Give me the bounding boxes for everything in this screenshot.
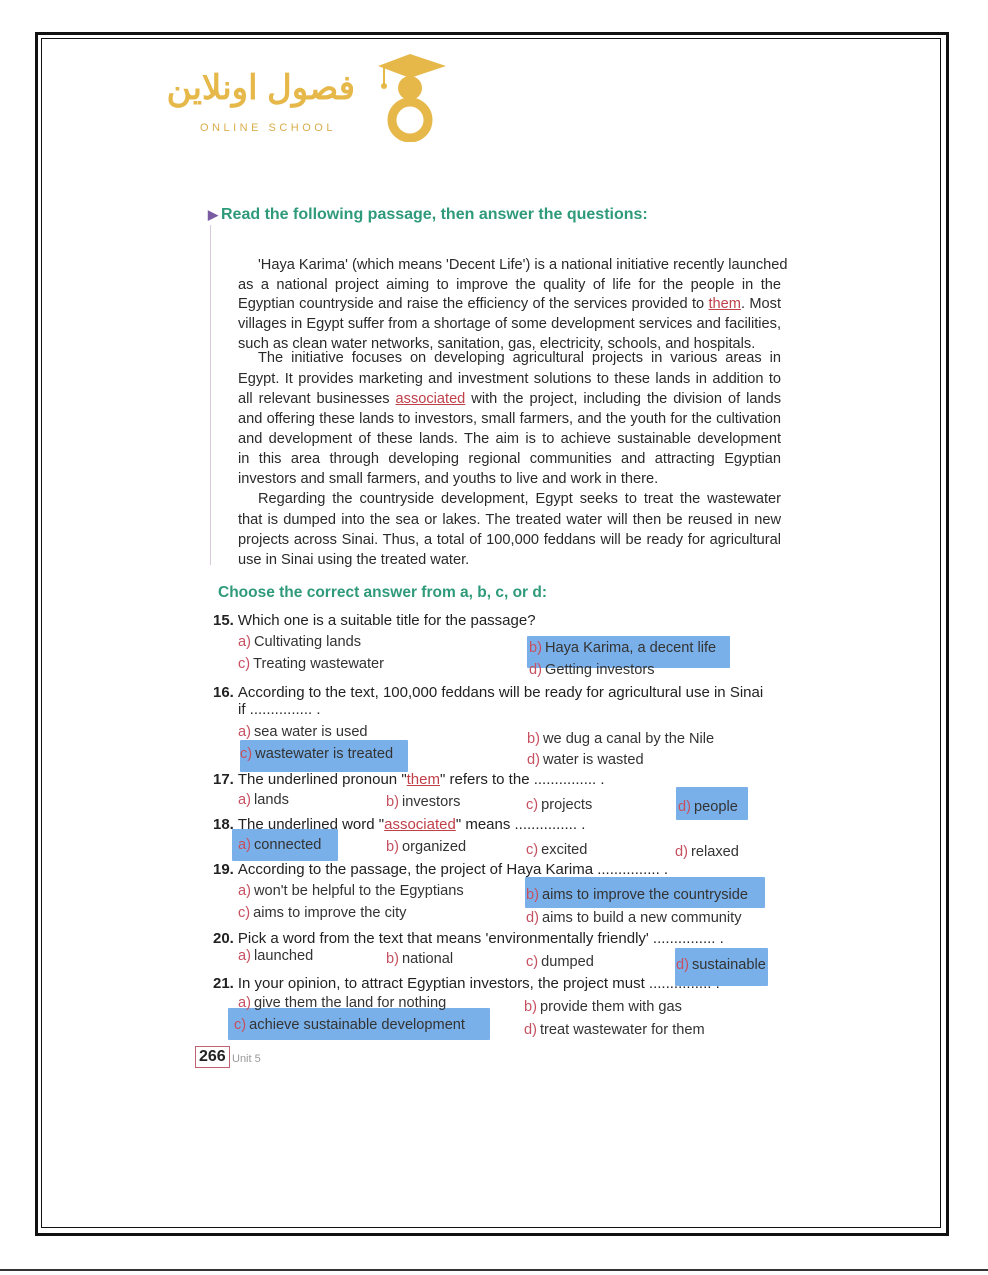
option-text: treat wastewater for them: [539, 1022, 705, 1038]
text-segment: in this area through developing regional communities and attracting Egyptian: [238, 451, 781, 467]
text-segment: that is dumped into the sea or lakes. The treated water will then be reused in new: [238, 512, 781, 528]
passage-line: [238, 256, 788, 274]
option-text: provide them with gas: [539, 999, 682, 1015]
option-letter: a): [238, 837, 251, 853]
passage-line: [238, 390, 781, 408]
passage-line: [238, 450, 781, 468]
option-text: organized: [401, 839, 467, 855]
option-text: aims to build a new community: [541, 910, 742, 926]
underlined-word: them: [708, 296, 741, 312]
margin-bar: [210, 225, 211, 565]
answer-option-selected[interactable]: [240, 746, 393, 762]
option-text: investors: [401, 794, 461, 810]
text-segment: Regarding the countryside development, Egypt seeks to treat the wastewater: [258, 491, 781, 507]
answer-option[interactable]: [527, 752, 644, 768]
option-letter: c): [526, 954, 539, 970]
answer-option[interactable]: [238, 883, 464, 899]
underlined-word: associated: [384, 816, 456, 833]
answer-option[interactable]: [386, 951, 453, 967]
text-segment: The initiative focuses on developing agricultural projects in various areas in: [258, 350, 781, 366]
option-text: we dug a canal by the Nile: [542, 731, 715, 747]
passage-line: [238, 490, 781, 508]
option-text: aims to improve the countryside: [541, 887, 749, 903]
question-19: [213, 861, 668, 878]
option-letter: a): [238, 792, 251, 808]
option-letter: a): [238, 948, 251, 964]
option-text: lands: [253, 792, 289, 808]
option-letter: a): [238, 995, 251, 1011]
logo: [166, 50, 450, 145]
text-segment: According to the passage, the project of Haya Karima ............... .: [237, 861, 669, 878]
option-letter: a): [238, 634, 251, 650]
option-text: achieve sustainable development: [249, 1017, 465, 1033]
option-letter: b): [386, 794, 399, 810]
option-letter: b): [527, 731, 540, 747]
answer-option[interactable]: [526, 954, 594, 970]
text-segment: The underlined word ": [237, 816, 385, 833]
passage-line: [238, 531, 781, 549]
logo-arabic-text: فصول اونلاين: [166, 69, 355, 107]
option-letter: d): [676, 957, 689, 973]
answer-option[interactable]: [526, 797, 592, 813]
logo-english-text: ONLINE SCHOOL: [200, 122, 336, 134]
option-letter: b): [526, 887, 539, 903]
question-21: [213, 975, 720, 992]
question-number: 20.: [213, 930, 234, 947]
option-text: Getting investors: [544, 662, 655, 678]
option-letter: b): [529, 640, 542, 656]
text-segment: use in Sinai using the treated water.: [238, 552, 470, 568]
option-letter: c): [526, 797, 539, 813]
answer-option[interactable]: [524, 1022, 705, 1038]
underlined-word: them: [406, 771, 440, 788]
option-text: sea water is used: [253, 724, 368, 740]
passage-line: [238, 430, 781, 448]
option-text: relaxed: [690, 844, 739, 860]
question-number: 21.: [213, 975, 234, 992]
graduation-cap-icon: [370, 50, 450, 142]
question-number: 18.: [213, 816, 234, 833]
text-segment: . Most: [740, 296, 782, 312]
passage-line: [238, 551, 781, 569]
underlined-word: associated: [395, 391, 466, 407]
answer-option-selected[interactable]: [526, 887, 748, 903]
text-segment: According to the text, 100,000 feddans will be ready for agricultural use in Sinai: [237, 684, 764, 701]
text-segment: as a national project aiming to improve the quality of life for the people in the: [238, 277, 781, 293]
section-heading: [208, 206, 648, 224]
page-number: 266: [195, 1046, 230, 1068]
option-letter: a): [238, 724, 251, 740]
passage-line: [238, 410, 781, 428]
option-letter: d): [675, 844, 688, 860]
unit-label: Unit 5: [232, 1053, 261, 1065]
option-text: Cultivating lands: [253, 634, 362, 650]
question-continuation: if ............... .: [238, 701, 321, 718]
text-segment: investors and small farmers, and youths to live and work in there.: [238, 471, 659, 487]
option-letter: d): [529, 662, 542, 678]
option-text: launched: [253, 948, 314, 964]
triangle-bullet-icon: ▶: [208, 207, 218, 222]
answer-option-selected[interactable]: [678, 799, 738, 815]
answer-option[interactable]: [386, 839, 466, 855]
question-number: 15.: [213, 612, 234, 629]
text-segment: and offering these lands to investors, small farmers, and the youth for the cultivation: [238, 411, 781, 427]
passage-line: [238, 470, 781, 488]
text-segment: all relevant businesses: [238, 391, 396, 407]
passage-line: [238, 295, 781, 313]
question-number: 19.: [213, 861, 234, 878]
option-text: dumped: [541, 954, 594, 970]
option-letter: a): [238, 883, 251, 899]
text-segment: with the project, including the division of lands: [465, 391, 782, 407]
option-letter: d): [526, 910, 539, 926]
answer-option-selected[interactable]: [238, 837, 321, 853]
option-letter: d): [678, 799, 691, 815]
option-letter: c): [234, 1017, 247, 1033]
option-text: aims to improve the city: [253, 905, 407, 921]
text-segment: projects across Sinai. Thus, a total of 100,000 feddans will be ready for agricultural: [238, 532, 781, 548]
text-segment: Egypt. It provides marketing and investment solutions to these lands in addition to: [238, 371, 781, 387]
option-letter: c): [238, 656, 251, 672]
text-segment: " refers to the ............... .: [440, 771, 605, 788]
option-text: excited: [541, 842, 588, 858]
option-text: people: [693, 799, 738, 815]
question-16: [213, 684, 763, 701]
answer-option[interactable]: [386, 794, 460, 810]
option-text: give them the land for nothing: [253, 995, 447, 1011]
option-letter: d): [524, 1022, 537, 1038]
answer-option-selected[interactable]: [676, 957, 766, 973]
passage-line: [238, 315, 781, 333]
option-text: Treating wastewater: [253, 656, 385, 672]
heading-text: Read the following passage, then answer the questions:: [221, 206, 648, 223]
answer-option-selected[interactable]: [234, 1017, 465, 1033]
answer-option[interactable]: [527, 731, 714, 747]
answer-option[interactable]: [524, 999, 682, 1015]
option-letter: c): [526, 842, 539, 858]
answer-option[interactable]: [529, 662, 655, 678]
text-segment: In your opinion, to attract Egyptian investors, the project must ............... .: [237, 975, 720, 992]
option-text: wastewater is treated: [255, 746, 394, 762]
option-letter: c): [238, 905, 251, 921]
text-segment: such as clean water networks, sanitation, gas, electricity, schools, and hospitals.: [238, 336, 756, 352]
option-letter: b): [524, 999, 537, 1015]
answer-option[interactable]: [526, 910, 742, 926]
option-text: national: [401, 951, 454, 967]
passage-line: [238, 511, 781, 529]
question-15: [213, 612, 536, 629]
option-text: sustainable: [691, 957, 766, 973]
question-17: [213, 771, 605, 788]
option-text: Haya Karima, a decent life: [544, 640, 717, 656]
question-20: [213, 930, 724, 947]
instructions-heading: Choose the correct answer from a, b, c, or d:: [218, 584, 548, 601]
question-number: 16.: [213, 684, 234, 701]
passage-line: [238, 349, 781, 367]
text-segment: and development of these lands. The aim is to achieve sustainable development: [238, 431, 781, 447]
text-segment: " means ............... .: [455, 816, 586, 833]
answer-option[interactable]: [238, 634, 361, 650]
question-18: [213, 816, 585, 833]
answer-option-selected[interactable]: [529, 640, 716, 656]
option-text: connected: [253, 837, 322, 853]
answer-option[interactable]: [675, 844, 739, 860]
option-text: won't be helpful to the Egyptians: [253, 883, 464, 899]
answer-option[interactable]: [238, 792, 289, 808]
text-segment: Which one is a suitable title for the passage?: [237, 612, 536, 629]
passage-line: [238, 276, 781, 294]
answer-option[interactable]: [238, 995, 446, 1011]
option-letter: b): [386, 839, 399, 855]
answer-option[interactable]: [526, 842, 587, 858]
text-segment: villages in Egypt suffer from a shortage of some development services and facilities,: [238, 316, 781, 332]
divider: [0, 1269, 988, 1271]
passage-line: [238, 370, 781, 388]
text-segment: 'Haya Karima' (which means 'Decent Life') is a national initiative recently launched: [258, 257, 788, 273]
answer-option[interactable]: [238, 948, 313, 964]
option-letter: c): [240, 746, 253, 762]
answer-option[interactable]: [238, 656, 384, 672]
text-segment: Egyptian countryside and raise the efficiency of the services provided to: [238, 296, 709, 312]
option-text: projects: [541, 797, 593, 813]
question-number: 17.: [213, 771, 234, 788]
text-segment: The underlined pronoun ": [237, 771, 407, 788]
answer-option[interactable]: [238, 905, 406, 921]
option-text: water is wasted: [542, 752, 644, 768]
option-letter: d): [527, 752, 540, 768]
text-segment: Pick a word from the text that means 'environmentally friendly' ............... .: [237, 930, 724, 947]
option-letter: b): [386, 951, 399, 967]
answer-option[interactable]: [238, 724, 368, 740]
